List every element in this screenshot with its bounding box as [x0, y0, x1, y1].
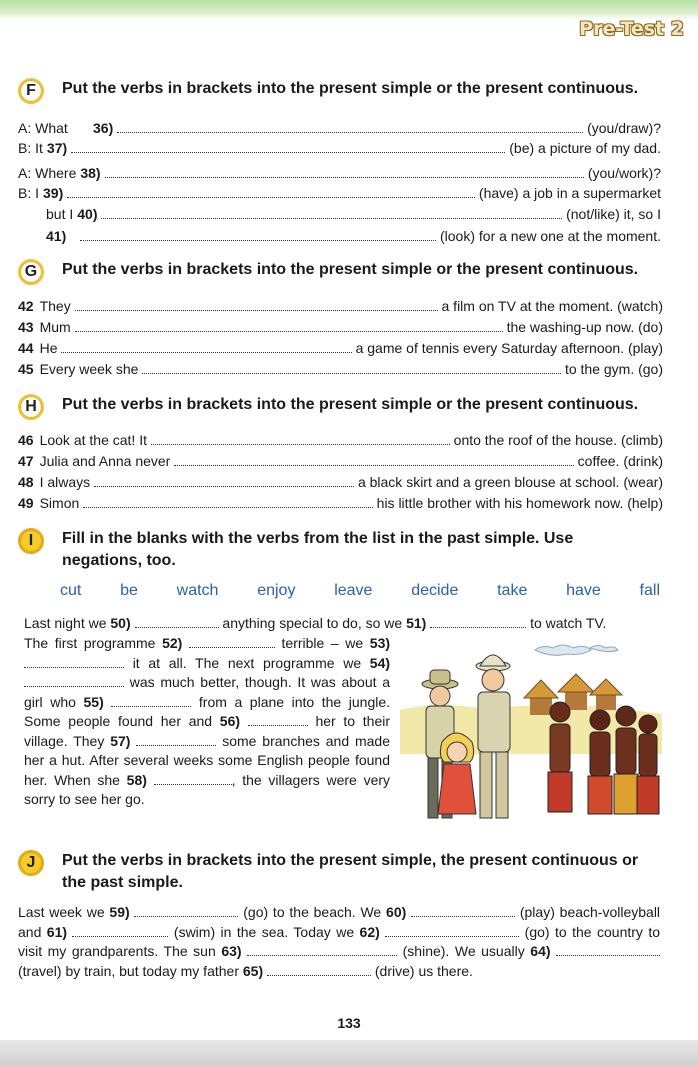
item-number: 59) — [109, 904, 130, 920]
line-suffix: (look) for a new one at the moment. — [440, 228, 661, 244]
item-number: 36) — [93, 120, 114, 136]
text-run: terrible – we — [281, 635, 364, 651]
section-j-heading — [18, 850, 662, 894]
item-number: 41) — [46, 228, 67, 244]
verb-enjoy: enjoy — [257, 582, 296, 599]
exercise-line-47 — [18, 451, 663, 471]
text-run: (go) to the beach. We — [243, 904, 382, 920]
exercise-line-45 — [18, 359, 663, 379]
line-prefix: Mum — [39, 319, 71, 335]
line-suffix: coffee. (drink) — [577, 453, 663, 469]
line-suffix: (be) a picture of my dad. — [509, 140, 661, 156]
verb-be: be — [120, 582, 138, 599]
line-suffix: (you/work)? — [587, 165, 661, 181]
verb-decide: decide — [411, 582, 459, 599]
text-run: (travel) by train, but today my father — [18, 962, 239, 979]
item-number: 46 — [18, 432, 34, 448]
answer-blank-38[interactable] — [105, 165, 584, 178]
item-number: 56) — [219, 713, 241, 729]
item-number: 43 — [18, 319, 34, 335]
item-number: 50) — [110, 615, 131, 631]
item-number: 63) — [221, 943, 242, 959]
text-run: to watch TV. — [530, 615, 607, 631]
exercise-line-48 — [18, 472, 663, 492]
verb-fall: fall — [639, 582, 660, 599]
verb-leave: leave — [334, 582, 373, 599]
line-suffix: the washing-up now. (do) — [506, 319, 663, 335]
section-f-heading — [18, 78, 638, 104]
line-suffix: a black skirt and a green blouse at school. (wear) — [357, 474, 663, 490]
item-number: 58) — [126, 771, 147, 788]
answer-blank-49[interactable] — [83, 495, 372, 508]
text-run: (play) beach-volleyball and — [18, 904, 661, 940]
line-prefix: Every week she — [39, 361, 139, 377]
line-suffix: a film on TV at the moment. (watch) — [441, 298, 663, 314]
line-suffix: (not/like) it, so I — [566, 206, 661, 222]
exercise-line-40 — [46, 204, 661, 224]
section-g-instruction: Put the verbs in brackets into the present simple or the present continuous. — [62, 261, 639, 278]
answer-blank-52[interactable] — [189, 636, 275, 648]
top-decorative-band — [0, 0, 698, 20]
exercise-line-49 — [18, 493, 663, 513]
text-run: it at all. The next programme we — [132, 654, 362, 671]
item-number: 55) — [83, 693, 104, 710]
item-number: 57) — [110, 732, 131, 749]
item-number: 45 — [18, 361, 34, 377]
exercise-line-38 — [18, 163, 661, 183]
section-j-badge: J — [18, 850, 44, 876]
verb-list — [60, 582, 660, 600]
item-number: 37) — [46, 140, 68, 156]
answer-blank-50[interactable] — [135, 616, 219, 628]
line-prefix: B: It — [18, 140, 43, 156]
section-g-badge: G — [18, 259, 44, 285]
verb-have: have — [566, 582, 601, 599]
text-run: from a plane into the jungle. Some people found her and — [24, 693, 391, 729]
item-number: 44 — [18, 340, 34, 356]
line-suffix: his little brother with his homework now. (help) — [376, 495, 663, 511]
text-run: The first programme — [24, 635, 156, 651]
villager-icon — [588, 710, 612, 814]
exercise-line-39 — [18, 183, 661, 203]
text-run: (drive) us there. — [374, 962, 473, 979]
answer-blank-56[interactable] — [248, 714, 308, 726]
line-prefix: He — [39, 340, 58, 356]
answer-blank-47[interactable] — [174, 453, 573, 466]
answer-blank-43[interactable] — [75, 319, 503, 332]
text-run: Last night we — [24, 615, 107, 631]
villager-icon — [614, 706, 638, 814]
section-i-first-line — [24, 614, 660, 634]
text-run: was much better, though. It was about a girl who — [24, 674, 390, 710]
line-suffix: (have) a job in a supermarket — [478, 185, 661, 201]
item-number: 39) — [43, 185, 64, 201]
section-i-instruction: Fill in the blanks with the verbs from the list in the past simple. Use negations, too. — [62, 530, 574, 569]
line-prefix: B: I — [18, 185, 40, 201]
item-number: 47 — [18, 453, 34, 469]
answer-blank-41[interactable] — [80, 228, 436, 241]
page-number: 133 — [337, 1015, 361, 1031]
item-number: 48 — [18, 474, 34, 490]
item-number: 64) — [530, 943, 551, 959]
item-number: 65) — [242, 962, 264, 979]
answer-blank-45[interactable] — [142, 361, 561, 374]
exercise-line-37 — [18, 138, 661, 158]
answer-blank-64[interactable] — [556, 944, 660, 956]
text-run: (go) to the country to visit my grandparents. The sun — [18, 923, 661, 959]
answer-blank-37[interactable] — [71, 140, 505, 153]
section-h-heading — [18, 394, 638, 420]
text-run: (shine). We usually — [402, 943, 525, 959]
exercise-line-42 — [18, 296, 663, 316]
line-prefix: I always — [39, 474, 91, 490]
blonde-girl-icon — [438, 733, 476, 814]
section-j-text — [18, 903, 660, 981]
exercise-line-36 — [18, 118, 661, 138]
line-prefix: but I — [46, 206, 74, 222]
answer-blank-59[interactable] — [134, 905, 238, 917]
text-run: some branches and made her a hut. After several weeks some English people found her. When she — [24, 732, 391, 788]
item-number: 51) — [406, 615, 427, 631]
answer-blank-61[interactable] — [72, 925, 168, 937]
line-prefix: A: What — [18, 120, 68, 136]
section-f-instruction: Put the verbs in brackets into the present simple or the present continuous. — [62, 80, 639, 97]
page-header-title: Pre-Test 2 — [579, 18, 684, 40]
answer-blank-60[interactable] — [411, 905, 515, 917]
item-number: 60) — [386, 904, 407, 920]
line-prefix: Simon — [39, 495, 80, 511]
answer-blank-65[interactable] — [267, 964, 371, 976]
item-number: 40) — [77, 206, 98, 222]
answer-blank-36[interactable] — [117, 120, 583, 133]
section-i-story — [24, 634, 390, 810]
item-number: 53) — [369, 635, 391, 651]
verb-cut: cut — [60, 582, 82, 599]
item-number: 49 — [18, 495, 34, 511]
section-h-badge: H — [18, 394, 44, 420]
exercise-line-43 — [18, 317, 663, 337]
item-number: 52) — [162, 635, 183, 651]
text-run: Last week we — [18, 904, 105, 920]
line-suffix: to the gym. (go) — [564, 361, 663, 377]
section-i-heading — [18, 528, 622, 572]
answer-blank-62[interactable] — [385, 925, 519, 937]
answer-blank-53[interactable] — [24, 656, 124, 668]
answer-blank-40[interactable] — [101, 206, 562, 219]
text-run: (swim) in the sea. Today we — [173, 923, 355, 940]
exercise-line-44 — [18, 338, 663, 358]
section-j-instruction: Put the verbs in brackets into the present simple, the present continuous or the past simple. — [62, 852, 639, 891]
answer-blank-39[interactable] — [67, 185, 475, 198]
section-f-badge: F — [18, 78, 44, 104]
answer-blank-48[interactable] — [94, 474, 354, 487]
line-prefix: A: Where — [18, 165, 77, 181]
item-number: 42 — [18, 298, 34, 314]
answer-blank-42[interactable] — [75, 298, 438, 311]
item-number: 61) — [46, 923, 68, 940]
text-run: , the villagers were very sorry to see her go. — [24, 771, 391, 807]
text-run: anything special to do, so we — [222, 615, 403, 631]
item-number: 62) — [359, 923, 380, 940]
line-prefix: They — [39, 298, 71, 314]
cloud-icon — [535, 645, 591, 655]
section-i-badge: I — [18, 528, 44, 554]
answer-blank-55[interactable] — [111, 695, 191, 707]
answer-blank-58[interactable] — [154, 773, 232, 785]
item-number: 54) — [369, 654, 391, 671]
line-prefix: Look at the cat! It — [39, 432, 147, 448]
answer-blank-57[interactable] — [136, 734, 216, 746]
jungle-village-illustration — [400, 640, 662, 830]
line-suffix: onto the roof of the house. (climb) — [453, 432, 663, 448]
item-number: 38) — [80, 165, 101, 181]
answer-blank-46[interactable] — [151, 432, 450, 445]
verb-watch: watch — [176, 582, 219, 599]
line-suffix: a game of tennis every Saturday afternoon. (play) — [355, 340, 663, 356]
answer-blank-44[interactable] — [61, 340, 351, 353]
section-g-heading — [18, 259, 638, 285]
answer-blank-63[interactable] — [247, 944, 397, 956]
exercise-line-46 — [18, 430, 663, 450]
bottom-band — [0, 1040, 698, 1065]
line-prefix: Julia and Anna never — [39, 453, 171, 469]
text-run: her to their village. They — [24, 713, 391, 749]
section-h-instruction: Put the verbs in brackets into the present simple or the present continuous. — [62, 396, 639, 413]
line-suffix: (you/draw)? — [587, 120, 661, 136]
verb-take: take — [497, 582, 528, 599]
exercise-line-41 — [46, 226, 661, 246]
answer-blank-54[interactable] — [24, 675, 124, 687]
answer-blank-51[interactable] — [430, 616, 526, 628]
